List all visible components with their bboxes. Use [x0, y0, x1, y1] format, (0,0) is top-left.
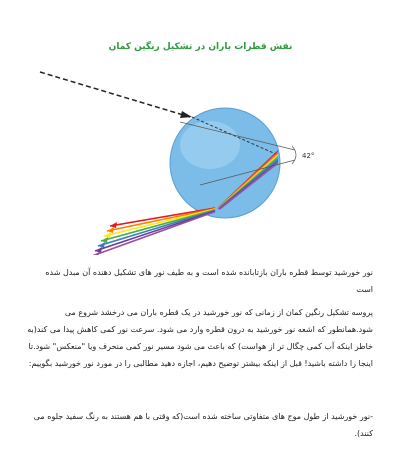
- rainbow-raindrop-diagram: [20, 60, 360, 255]
- paragraph-1: پروسه تشکیل رنگین کمان از زمانی که نور خورشید در یک قطره باران می درخشد شروع می شود.همانطور که اشعه نور خورشید به درون قطره وارد می شود. سرعت نور کمی کاهش پیدا می کند(به خاطر اینکه آب کمی چگال تر از هواست) که باعث می شود مسیر نور کمی منحرف ویا "منعکس" شود.تا اینجا را داشته باشید! قبل از اینکه بیشتر توضیح دهیم، اجازه دهید مطالبی را در مورد نور خورشید بگوییم:: [27, 308, 373, 368]
- spectrum-arrowhead: [92, 252, 99, 255]
- raindrop-highlight: [180, 121, 240, 169]
- angle-arc: [292, 146, 296, 164]
- sunlight-arrowhead: [180, 111, 192, 118]
- incoming-sunlight-ray: [40, 72, 190, 117]
- spectrum-arrowhead: [110, 222, 117, 228]
- diagram-title: نقش قطرات باران در تشکیل رنگین کمان: [108, 42, 293, 52]
- diagram-caption: نور خورشید توسط قطره باران بازتابانده شده است و به طیف نور های تشکیل دهنده آن مبدل شده است: [45, 268, 373, 294]
- outgoing-spectrum: [92, 208, 215, 255]
- outgoing-spectrum-ray: [98, 210, 215, 246]
- angle-label: 42°: [302, 152, 315, 160]
- paragraph-2: -نور خورشید از طول موج های متفاوتی ساخته شده است(که وقتی با هم هستند به رنگ سفید جلوه می کنند).: [33, 412, 373, 438]
